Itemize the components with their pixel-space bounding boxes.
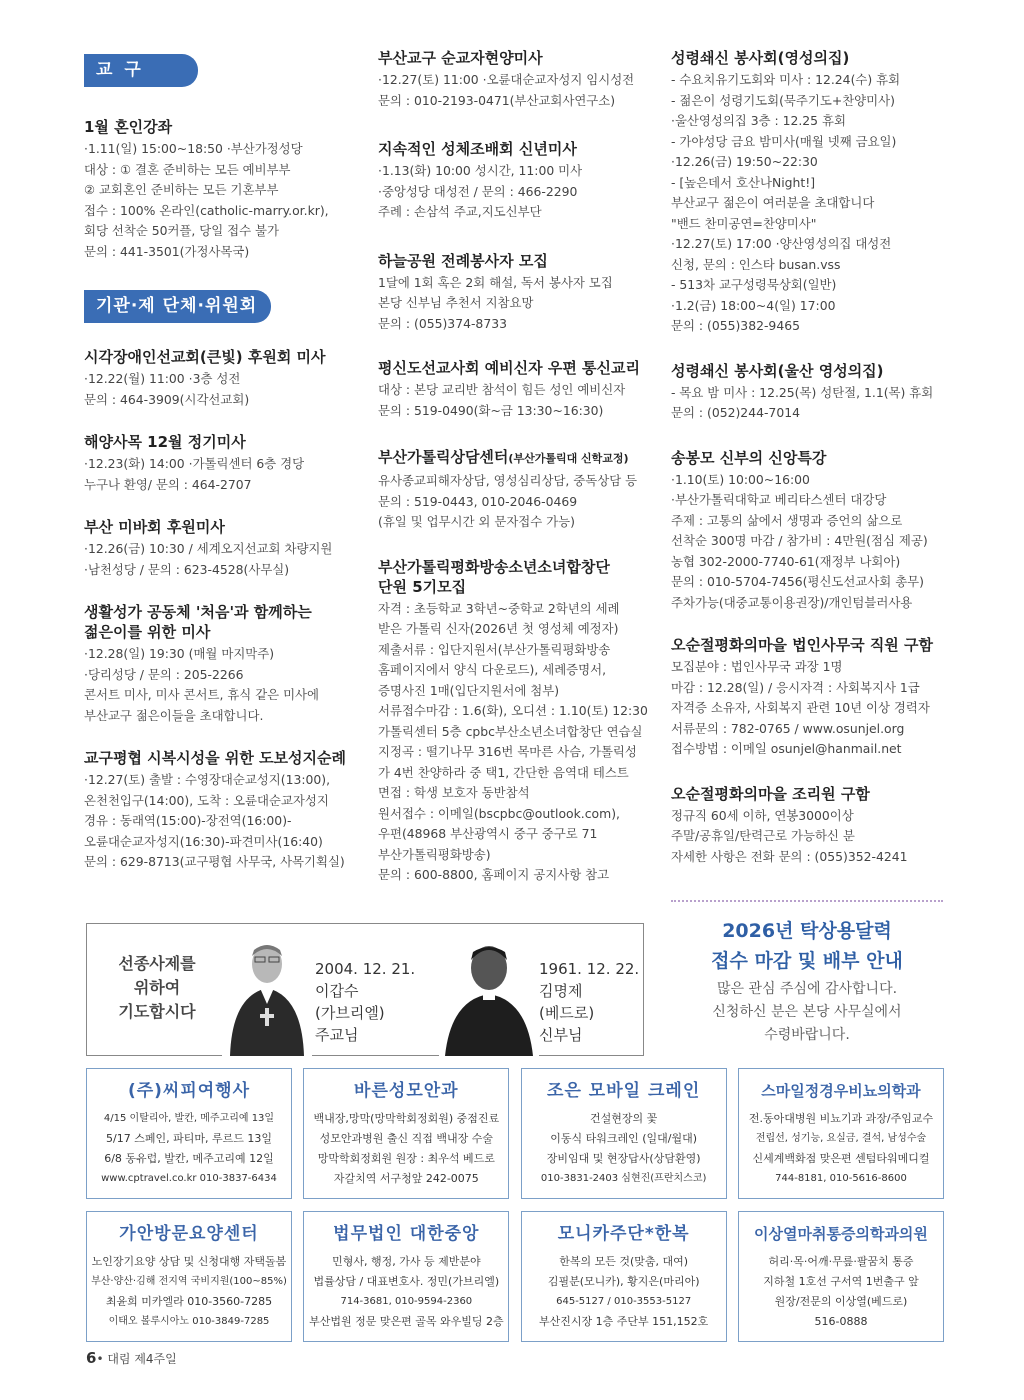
ad-line: 이태오 볼루시아노 010-3849-7285 bbox=[108, 1316, 270, 1327]
notice-title: 부산교구 순교자현양미사 bbox=[378, 49, 543, 67]
notice-line: ② 교회혼인 준비하는 모든 기혼부부 bbox=[84, 182, 279, 197]
ad-line: www.cptravel.co.kr 010-3837-6434 bbox=[101, 1173, 277, 1184]
calendar-notice bbox=[671, 916, 943, 1047]
memorial-box bbox=[86, 923, 644, 1056]
notice-line: ·12.27(토) 출발 : 수영장대순교성지(13:00), bbox=[84, 772, 331, 787]
ad-line: 허리·목·어깨·무릎·팔꿈치 통증 bbox=[768, 1255, 914, 1268]
notice-line: 정규직 60세 이하, 연봉3000이상 bbox=[671, 807, 854, 823]
notice-line: 부산교구 젊은이들을 초대합니다. bbox=[84, 707, 264, 723]
page-footer bbox=[86, 1349, 177, 1367]
notice-line: 받은 가톨릭 신자(2026년 첫 영성체 예정자) bbox=[378, 621, 619, 636]
notice-line: 자격 : 초등학교 3학년~중학교 2학년의 세례 bbox=[378, 600, 620, 616]
organization-items bbox=[84, 347, 366, 873]
ad-line: 민형사, 행정, 가사 등 제반분야 bbox=[332, 1255, 481, 1268]
footer-text: • 대림 제4주일 bbox=[96, 1352, 177, 1366]
calendar-title: 2026년 탁상용달력 bbox=[722, 920, 892, 942]
advertisement-box bbox=[86, 1068, 292, 1199]
notice-line: 문의 : (052)244-7014 bbox=[671, 405, 800, 420]
notice-line: 대상 : 본당 교리반 참석이 힘든 성인 예비신자 bbox=[378, 382, 626, 397]
page-number: 6 bbox=[86, 1349, 97, 1367]
notice-line: 경유 : 동래역(15:00)-장전역(16:00)- bbox=[84, 813, 292, 828]
ad-line: 김필분(모니카), 황지은(마리아) bbox=[547, 1275, 700, 1288]
priest-info: 1961. 12. 22. 김명제 (베드로) 신부님 bbox=[539, 960, 640, 1044]
notice-title: 평신도선교사회 예비신자 우편 통신교리 bbox=[378, 359, 640, 377]
ad-line: 744-8181, 010-5616-8600 bbox=[775, 1173, 907, 1184]
notice-line: 원서접수 : 이메일(bscpbc@outlook.com), bbox=[378, 805, 620, 821]
ad-line: 법률상담 / 대표변호사. 정민(가브리엘) bbox=[313, 1275, 500, 1288]
notice-line: 우편(48968 부산광역시 중구 중구로 71 bbox=[378, 826, 598, 841]
notice-line: - 수요치유기도회와 미사 : 12.24(수) 휴회 bbox=[671, 72, 901, 87]
notice-item bbox=[84, 117, 366, 262]
notice-item bbox=[84, 432, 366, 495]
notice-line: 문의 : 010-2193-0471(부산교회사연구소) bbox=[378, 92, 616, 108]
ad-line: 전.동아대병원 비뇨기과 과장/주임교수 bbox=[748, 1112, 934, 1125]
advertisement-box bbox=[86, 1211, 292, 1342]
priest-portrait bbox=[439, 934, 539, 1056]
bishop-info: 2004. 12. 21. 이갑수 (가브리엘) 주교님 bbox=[315, 960, 416, 1044]
ad-line: 5/17 스페인, 파티마, 루르드 13일 bbox=[106, 1132, 272, 1145]
column-left bbox=[84, 40, 366, 873]
notice-title: 지속적인 성체조배회 신년미사 bbox=[378, 140, 577, 158]
ad-line: 최윤희 미카엘라 010-3560-7285 bbox=[105, 1295, 273, 1308]
notice-line: ·12.22(월) 11:00 ·3층 성전 bbox=[84, 371, 241, 386]
ad-line: 건설현장의 꽃 bbox=[590, 1112, 658, 1125]
notice-title: 해양사목 12월 정기미사 bbox=[84, 433, 246, 451]
advertisement-box bbox=[303, 1068, 509, 1199]
notice-line: 1달에 1회 혹은 2회 해설, 독서 봉사자 모집 bbox=[378, 274, 613, 290]
notice-title: 오순절평화의마을 조리원 구함 bbox=[671, 784, 870, 803]
notice-line: 주말/공휴일/탄력근로 가능하신 분 bbox=[671, 828, 855, 843]
advertisement-box bbox=[521, 1211, 727, 1342]
notice-item bbox=[671, 361, 947, 424]
ad-line: 노인장기요양 상담 및 신청대행 자택돌봄 bbox=[91, 1255, 287, 1268]
notice-line: ·당리성당 / 문의 : 205-2266 bbox=[84, 666, 244, 682]
notice-line: 문의 : 010-5704-7456(평신도선교사회 총무) bbox=[671, 574, 924, 589]
ad-line: 516-0888 bbox=[814, 1315, 868, 1328]
ad-line: 010-3831-2403 심현진(프란치스코) bbox=[540, 1173, 707, 1184]
notice-line: ·중앙성당 대성전 / 문의 : 466-2290 bbox=[378, 183, 578, 199]
notice-title: 송봉모 신부의 신앙특강 bbox=[671, 448, 827, 467]
notice-line: ·1.13(화) 10:00 성시간, 11:00 미사 bbox=[378, 163, 583, 178]
notice-line: ·12.26(금) 19:50~22:30 bbox=[671, 154, 818, 169]
notice-line: 주제 : 고통의 삶에서 생명과 증언의 삶으로 bbox=[671, 512, 903, 528]
ad-line: 6/8 동유럽, 발칸, 메주고리예 12일 bbox=[104, 1152, 274, 1165]
notice-line: 제출서류 : 입단지원서(부산가톨릭평화방송 bbox=[378, 641, 611, 657]
ad-line: 4/15 이탈리아, 발칸, 메주고리예 13일 bbox=[103, 1113, 275, 1124]
notice-title: 성령쇄신 봉사회(울산 영성의집) bbox=[671, 361, 884, 380]
notice-line: - 가야성당 금요 밤미사(매월 넷째 금요일) bbox=[671, 133, 897, 149]
ad-row bbox=[86, 1211, 944, 1342]
notice-line: 부산가톨릭평화방송) bbox=[378, 846, 491, 862]
notice-line: 대상 : ① 결혼 준비하는 모든 예비부부 bbox=[84, 161, 291, 177]
notice-line: ·1.2(금) 18:00~4(일) 17:00 bbox=[671, 297, 836, 313]
ad-line: 성모안과병원 출신 직접 백내장 수술 bbox=[319, 1132, 494, 1145]
notice-line: 가톨릭센터 5층 cpbc부산소년소녀합창단 연습실 bbox=[378, 723, 643, 739]
notice-line: 자세한 사항은 전화 문의 : (055)352-4241 bbox=[671, 848, 908, 864]
notice-item bbox=[378, 48, 662, 111]
section-tag-diocese: 교 구 bbox=[84, 54, 198, 87]
notice-line: 농협 302-2000-7740-61(재정부 나회아) bbox=[671, 553, 901, 569]
advertisement-box bbox=[738, 1211, 944, 1342]
notice-item bbox=[671, 784, 947, 868]
ad-title: 스마일정경우비뇨의학과 bbox=[761, 1082, 921, 1100]
ad-line: 백내장,망막(망막학회정회원) 중점진료 bbox=[313, 1112, 500, 1125]
notice-line: ·부산가톨릭대학교 베리타스센터 대강당 bbox=[671, 492, 887, 507]
ad-line: 부산법원 정문 맞은편 골목 와우빌딩 2층 bbox=[309, 1315, 504, 1328]
ad-line: 자갈치역 서구청앞 242-0075 bbox=[333, 1172, 479, 1185]
advertisement-box bbox=[521, 1068, 727, 1199]
notice-line: 오륜대순교자성지(16:30)-파견미사(16:40) bbox=[84, 833, 323, 849]
notice-line: 접수 : 100% 온라인(catholic-marry.or.kr), bbox=[84, 202, 329, 218]
notice-line: 문의 : 464-3909(시각선교회) bbox=[84, 391, 250, 407]
notice-title: 부산가톨릭평화방송소년소녀합창단 단원 5기모집 bbox=[378, 557, 610, 596]
ad-line: 부산진시장 1층 주단부 151,152호 bbox=[539, 1315, 709, 1328]
advertisement-box bbox=[738, 1068, 944, 1199]
notice-line: ·1.11(일) 15:00~18:50 ·부산가정성당 bbox=[84, 141, 303, 156]
bishop-portrait bbox=[222, 934, 312, 1056]
ad-line: 이동식 타워크레인 (일대/월대) bbox=[550, 1132, 698, 1145]
notice-line: 누구나 환영/ 문의 : 464-2707 bbox=[84, 476, 252, 492]
notice-item bbox=[378, 139, 662, 223]
notice-line: 증명사진 1매(입단지원서에 첨부) bbox=[378, 682, 560, 698]
calendar-subtitle: 접수 마감 및 배부 안내 bbox=[711, 950, 903, 972]
notice-item bbox=[378, 251, 662, 335]
notice-line: 주례 : 손삼석 주교,지도신부단 bbox=[378, 204, 542, 219]
column-middle bbox=[378, 48, 662, 886]
notice-line: 마감 : 12.28(일) / 응시자격 : 사회복지사 1급 bbox=[671, 679, 920, 695]
notice-line: 문의 : 441-3501(가정사목국) bbox=[84, 243, 250, 259]
notice-line: 본당 신부님 추천서 지참요망 bbox=[378, 295, 534, 310]
notice-line: 문의 : (055)374-8733 bbox=[378, 315, 507, 331]
notice-line: 부산교구 젊은이 여러분을 초대합니다 bbox=[671, 195, 875, 210]
ad-title: (주)씨피여행사 bbox=[127, 1081, 251, 1101]
notice-line: ·12.27(토) 11:00 ·오륜대순교자성지 임시성전 bbox=[378, 72, 635, 87]
ad-line: 망막학회정회원 원장 : 최우석 베드로 bbox=[317, 1152, 495, 1165]
notice-line: 유사종교피해자상담, 영성심리상담, 중독상담 등 bbox=[378, 473, 638, 488]
ad-line: 지하철 1호선 구서역 1번출구 앞 bbox=[763, 1275, 919, 1288]
ad-line: 원장/전문의 이상열(베드로) bbox=[774, 1295, 908, 1308]
ad-title: 모니카주단*한복 bbox=[557, 1224, 690, 1244]
ad-title: 가안방문요양센터 bbox=[119, 1224, 259, 1244]
notice-line: 문의 : 519-0490(화~금 13:30~16:30) bbox=[378, 402, 604, 418]
notice-line: 모집분야 : 법인사무국 과장 1명 bbox=[671, 659, 843, 674]
notice-line: 서류문의 : 782-0765 / www.osunjel.org bbox=[671, 720, 905, 736]
notice-item bbox=[84, 602, 366, 726]
notice-line: ·남천성당 / 문의 : 623-4528(사무실) bbox=[84, 561, 290, 577]
notice-item bbox=[84, 517, 366, 580]
notice-line: 문의 : 600-8800, 홈페이지 공지사항 참고 bbox=[378, 867, 610, 882]
notice-line: ·12.23(화) 14:00 ·가톨릭센터 6층 경당 bbox=[84, 456, 305, 471]
notice-line: 문의 : (055)382-9465 bbox=[671, 318, 800, 333]
notice-line: 면접 : 학생 보호자 동반참석 bbox=[378, 785, 530, 800]
notice-line: - 젊은이 성령기도회(묵주기도+찬양미사) bbox=[671, 92, 895, 108]
notice-item bbox=[84, 347, 366, 410]
ad-row bbox=[86, 1068, 944, 1199]
calendar-line: 많은 관심 주심에 감사합니다. bbox=[716, 981, 898, 997]
notice-line: ·울산영성의집 3층 : 12.25 휴회 bbox=[671, 113, 846, 128]
calendar-body bbox=[671, 978, 943, 1047]
notice-line: 회당 선착순 50커플, 당일 접수 불가 bbox=[84, 223, 279, 238]
notice-item bbox=[671, 448, 947, 614]
notice-title: 부산가톨릭상담센터(부산가톨릭대 신학교정) bbox=[378, 448, 629, 466]
ad-title: 이상열마취통증의학과의원 bbox=[754, 1225, 928, 1243]
calendar-line: 수령바랍니다. bbox=[764, 1027, 850, 1043]
dotted-divider bbox=[671, 900, 943, 902]
ad-line: 장비임대 및 현장답사(상담환영) bbox=[546, 1152, 701, 1165]
notice-line: 신청, 문의 : 인스타 busan.vss bbox=[671, 256, 841, 272]
ad-line: 전립선, 성기능, 요실금, 결석, 남성수술 bbox=[755, 1133, 927, 1144]
notice-title: 시각장애인선교회(큰빛) 후원회 미사 bbox=[84, 348, 326, 366]
notice-title: 교구평협 시복시성을 위한 도보성지순례 bbox=[84, 749, 346, 767]
ad-title: 바른성모안과 bbox=[354, 1081, 459, 1101]
notice-line: 문의 : 629-8713(교구평협 사무국, 사목기획실) bbox=[84, 854, 345, 869]
notice-item bbox=[378, 358, 662, 421]
notice-line: ·12.26(금) 10:30 / 세계오지선교회 차량지원 bbox=[84, 541, 333, 556]
notice-title: 오순절평화의마을 법인사무국 직원 구함 bbox=[671, 636, 933, 654]
memorial-title: 선종사제를 위하여 기도합시다 bbox=[118, 954, 196, 1021]
notice-title: 하늘공원 전례봉사자 모집 bbox=[378, 251, 548, 270]
notice-line: "밴드 찬미공연=찬양미사" bbox=[671, 215, 817, 231]
notice-line: 가 4번 찬양하라 중 택1, 간단한 음역대 테스트 bbox=[378, 764, 629, 780]
notice-line: - 목요 밤 미사 : 12.25(목) 성탄절, 1.1(목) 휴회 bbox=[671, 384, 934, 400]
notice-title: 생활성가 공동체 '처음'과 함께하는 젊은이를 위한 미사 bbox=[84, 603, 312, 641]
column-right bbox=[671, 48, 947, 867]
ad-line: 부산·양산·김해 전지역 국비지원(100~85%) bbox=[91, 1276, 287, 1287]
diocese-items bbox=[84, 117, 366, 262]
ad-line: 714-3681, 010-9594-2360 bbox=[340, 1296, 473, 1307]
notice-item bbox=[84, 748, 366, 873]
notice-line: 자격증 소유자, 사회복지 관련 10년 이상 경력자 bbox=[671, 700, 930, 715]
notice-item bbox=[671, 48, 947, 337]
notice-line: 서류접수마감 : 1.6(화), 오디션 : 1.10(토) 12:30 bbox=[378, 703, 648, 718]
notice-line: 문의 : 519-0443, 010-2046-0469 bbox=[378, 493, 578, 509]
notice-line: 콘서트 미사, 미사 콘서트, 휴식 같은 미사에 bbox=[84, 687, 319, 702]
ad-title: 조은 모바일 크레인 bbox=[547, 1081, 701, 1101]
notice-line: 주차가능(대중교통이용권장)/개인텀블러사용 bbox=[671, 594, 913, 610]
notice-title: 성령쇄신 봉사회(영성의집) bbox=[671, 49, 850, 67]
notice-line: ·1.10(토) 10:00~16:00 bbox=[671, 471, 810, 487]
notice-item bbox=[671, 635, 947, 760]
calendar-line: 신청하신 분은 본당 사무실에서 bbox=[712, 1004, 902, 1020]
notice-line: ·12.27(토) 17:00 ·양산영성의집 대성전 bbox=[671, 236, 892, 251]
ad-line: 한복의 모든 것(맞춤, 대여) bbox=[559, 1255, 689, 1268]
notice-line: 지정곡 : 떨기나무 316번 목마른 사슴, 가톨릭성 bbox=[378, 744, 637, 759]
notice-line: 접수방법 : 이메일 osunjel@hanmail.net bbox=[671, 741, 902, 756]
notice-line: - 513차 교구성령묵상회(일반) bbox=[671, 277, 837, 292]
section-tag-organizations: 기관·제 단체·위원회 bbox=[84, 290, 271, 323]
notice-title: 부산 미바회 후원미사 bbox=[84, 518, 225, 536]
notice-title: 1월 혼인강좌 bbox=[84, 118, 173, 136]
notice-line: 홈페이지에서 양식 다운로드), 세례증명서, bbox=[378, 662, 607, 677]
notice-line: ·12.28(일) 19:30 (매월 마지막주) bbox=[84, 646, 275, 661]
ad-title: 법무법인 대한중앙 bbox=[333, 1224, 480, 1244]
notice-item bbox=[378, 557, 662, 886]
ad-line: 신세계백화점 맞은편 센텀타워메디컬 bbox=[752, 1152, 930, 1165]
notice-line: - [높은데서 호산나Night!] bbox=[671, 174, 816, 190]
advertisement-grid bbox=[86, 1068, 944, 1354]
notice-line: 선착순 300명 마감 / 참가비 : 4만원(점심 제공) bbox=[671, 533, 928, 548]
notice-line: 온천천입구(14:00), 도착 : 오륜대순교자성지 bbox=[84, 792, 329, 808]
ad-line: 645-5127 / 010-3553-5127 bbox=[556, 1296, 692, 1307]
notice-line: (휴일 및 업무시간 외 문자접수 가능) bbox=[378, 514, 575, 529]
notice-item bbox=[378, 447, 662, 533]
advertisement-box bbox=[303, 1211, 509, 1342]
